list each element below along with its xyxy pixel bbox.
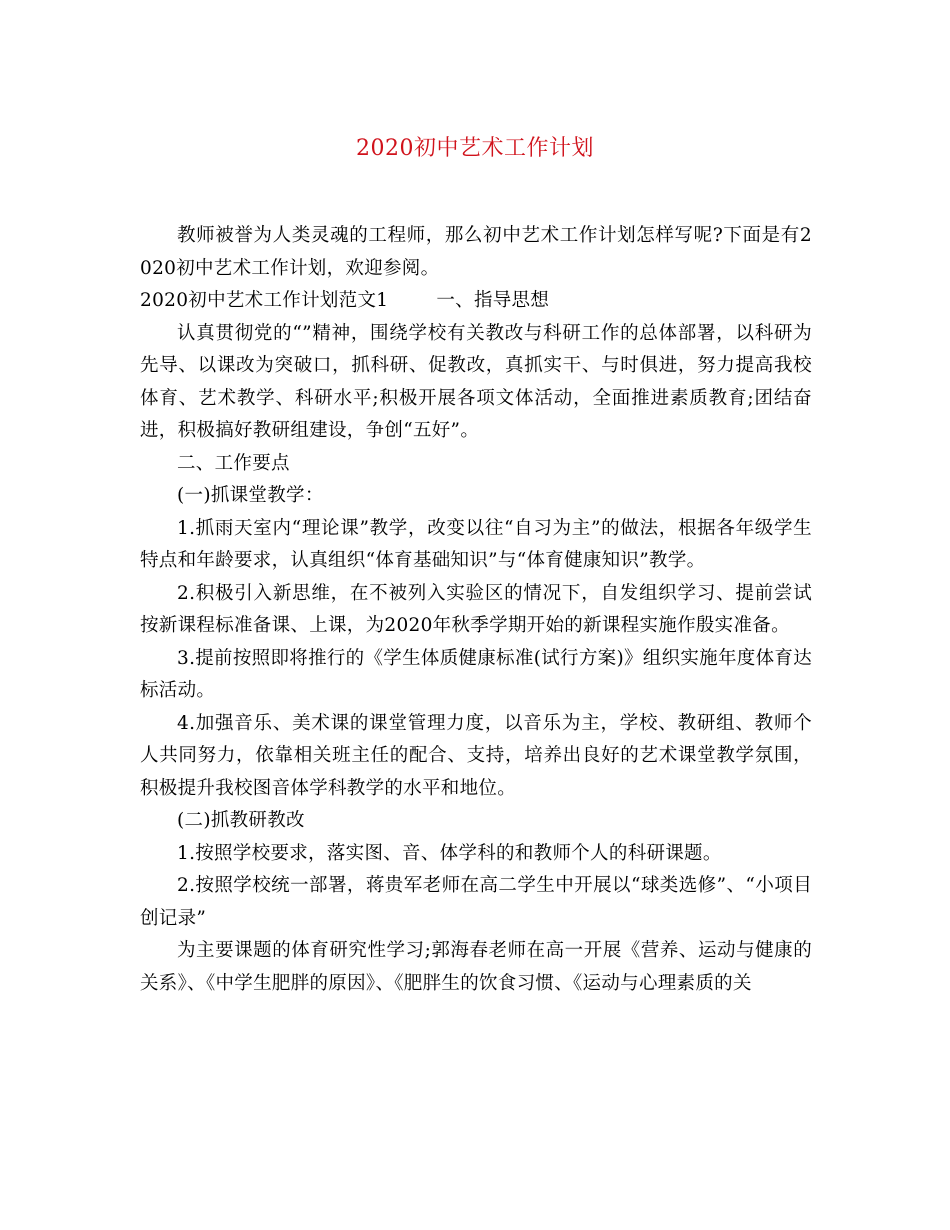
paragraph-guiding-thought: 认真贯彻党的“”精神，围绕学校有关教改与科研工作的总体部署，以科研为先导、以课改为突破口，抓科研、促教改，真抓实干、与时俱进，努力提高我校体育、艺术教学、科研水平;积极开展各项文体活动，全面推进素质教育;团结奋进，积极搞好教研组建设，争创“五好”。 [140,322,812,441]
paragraph-item-3: 3.提前按照即将推行的《学生体质健康标准(试行方案)》组织实施年度体育达标活动。 [140,647,812,701]
paragraph-research-1: 1.按照学校要求，落实图、音、体学科的和教师个人的科研课题。 [177,842,722,864]
heading-work-points: 二、工作要点 [177,452,290,474]
document-body [140,220,812,1000]
paragraph-item-4: 4.加强音乐、美术课的课堂管理力度，以音乐为主，学校、教研组、教师个人共同努力，依靠相关班主任的配合、支持，培养出良好的艺术课堂教学氛围，积极提升我校图音体学科教学的水平和地位。 [140,712,812,799]
section-line [140,285,812,318]
paragraph-research-2: 2.按照学校统一部署，蒋贵军老师在高二学生中开展以“球类选修”、“小项目创记录” [140,875,812,929]
paragraph-item-2: 2.积极引入新思维，在不被列入实验区的情况下，自发组织学习、提前尝试按新课程标准备课、上课，为2020年秋季学期开始的新课程实施作殷实准备。 [140,582,812,636]
intro-paragraph: 教师被誉为人类灵魂的工程师，那么初中艺术工作计划怎样写呢?下面是有2020初中艺术工作计划，欢迎参阅。 [140,225,812,279]
section-label: 2020初中艺术工作计划范文1 [140,290,389,311]
paragraph-item-1: 1.抓雨天室内“理论课”教学，改变以往“自习为主”的做法，根据各年级学生特点和年龄要求，认真组织“体育基础知识”与“体育健康知识”教学。 [140,517,812,571]
document-title: 2020初中艺术工作计划 [356,136,594,161]
heading-teaching-research: (二)抓教研教改 [177,810,305,831]
section-heading: 一、指导思想 [436,290,550,311]
paragraph-research-2-cont: 为主要课题的体育研究性学习;郭海春老师在高一开展《营养、运动与健康的关系》、《中学生肥胖的原因》、《肥胖生的饮食习惯、《运动与心理素质的关 [140,940,812,994]
heading-classroom-teaching: (一)抓课堂教学： [177,485,324,506]
